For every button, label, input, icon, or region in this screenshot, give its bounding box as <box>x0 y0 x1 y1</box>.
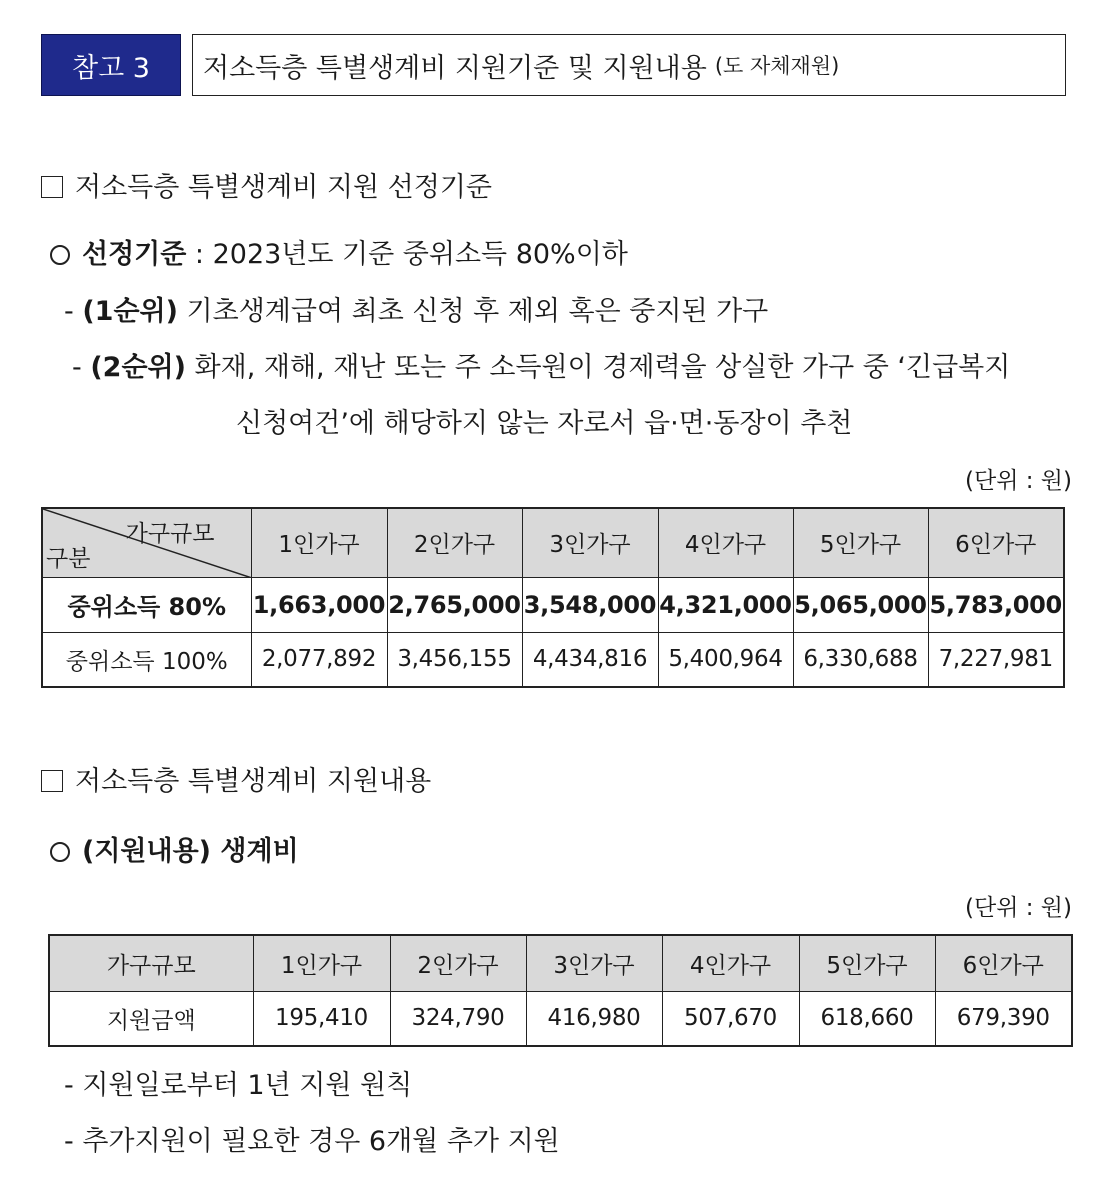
section2-heading <box>41 759 431 798</box>
reference-badge: 참고 3 <box>41 34 181 96</box>
dash-glyph: - <box>72 352 91 383</box>
table-cell: 2,765,000 <box>387 577 522 632</box>
table-cell: 3,456,155 <box>387 632 522 687</box>
table-row <box>42 632 1064 687</box>
table-cell: 618,660 <box>799 991 935 1046</box>
criteria-label: 선정기준 <box>82 239 187 270</box>
table-cell: 1,663,000 <box>251 577 387 632</box>
support-amount-table <box>48 934 1073 1047</box>
column-header: 4인가구 <box>662 935 799 991</box>
column-header: 1인가구 <box>251 508 387 577</box>
row-label: 지원금액 <box>49 991 253 1046</box>
circle-bullet-icon <box>50 842 70 862</box>
criteria-line <box>50 232 628 271</box>
column-header: 3인가구 <box>522 508 658 577</box>
note-1: - 지원일로부터 1년 지원 원칙 <box>64 1070 413 1101</box>
table-row <box>49 991 1072 1046</box>
column-header: 2인가구 <box>387 508 522 577</box>
corner-header-cell <box>42 508 251 577</box>
unit-label: (단위 : 원) <box>965 468 1072 494</box>
priority2-label: (2순위) <box>90 352 186 383</box>
table-header-row <box>42 508 1064 577</box>
column-header: 6인가구 <box>928 508 1064 577</box>
table-cell: 4,434,816 <box>522 632 658 687</box>
column-header: 2인가구 <box>390 935 526 991</box>
table-cell: 195,410 <box>253 991 390 1046</box>
table-cell: 507,670 <box>662 991 799 1046</box>
column-header: 5인가구 <box>793 508 928 577</box>
corner-bottom-label: 구분 <box>46 545 91 572</box>
table-cell: 679,390 <box>935 991 1072 1046</box>
row-label: 중위소득 100% <box>42 632 251 687</box>
table-cell: 5,783,000 <box>928 577 1064 632</box>
priority1-text: 기초생계급여 최초 신청 후 제외 혹은 중지된 가구 <box>177 296 769 327</box>
unit-label: (단위 : 원) <box>965 895 1072 921</box>
title-text: 저소득층 특별생계비 지원기준 및 지원내용 <box>203 52 707 84</box>
criteria-text: : 2023년도 기준 중위소득 80%이하 <box>186 239 628 270</box>
square-bullet-icon <box>41 176 63 198</box>
dash-glyph: - <box>64 296 83 327</box>
priority2-line <box>72 345 1010 384</box>
table-row <box>42 577 1064 632</box>
content-label: (지원내용) 생계비 <box>82 836 299 867</box>
table-cell: 2,077,892 <box>251 632 387 687</box>
document-title <box>192 34 1066 96</box>
column-header: 4인가구 <box>658 508 793 577</box>
row-label: 중위소득 80% <box>42 577 251 632</box>
corner-top-label: 가구규모 <box>125 521 215 547</box>
circle-bullet-icon <box>50 245 70 265</box>
priority2-text: 화재, 재해, 재난 또는 주 소득원이 경제력을 상실한 가구 중 ‘긴급복지 <box>185 352 1011 383</box>
table-cell: 4,321,000 <box>658 577 793 632</box>
square-bullet-icon <box>41 770 63 792</box>
priority1-label: (1순위) <box>82 296 178 327</box>
priority2-continuation: 신청여건’에 해당하지 않는 자로서 읍·면·동장이 추천 <box>236 408 853 439</box>
content-line <box>50 829 299 868</box>
header-label: 가구규모 <box>49 935 253 991</box>
section2-heading-text: 저소득층 특별생계비 지원내용 <box>75 766 432 797</box>
note-2: - 추가지원이 필요한 경우 6개월 추가 지원 <box>64 1126 560 1157</box>
table-cell: 3,548,000 <box>522 577 658 632</box>
table-cell: 7,227,981 <box>928 632 1064 687</box>
priority1-line <box>64 289 768 328</box>
income-criteria-table <box>41 507 1065 688</box>
table-cell: 5,065,000 <box>793 577 928 632</box>
table-cell: 6,330,688 <box>793 632 928 687</box>
table-cell: 324,790 <box>390 991 526 1046</box>
column-header: 1인가구 <box>253 935 390 991</box>
title-subtext: (도 자체재원) <box>714 54 840 78</box>
section1-heading <box>41 165 492 204</box>
section1-heading-text: 저소득층 특별생계비 지원 선정기준 <box>75 172 492 203</box>
table-cell: 416,980 <box>526 991 662 1046</box>
column-header: 3인가구 <box>526 935 662 991</box>
table-header-row <box>49 935 1072 991</box>
table-cell: 5,400,964 <box>658 632 793 687</box>
column-header: 5인가구 <box>799 935 935 991</box>
column-header: 6인가구 <box>935 935 1072 991</box>
